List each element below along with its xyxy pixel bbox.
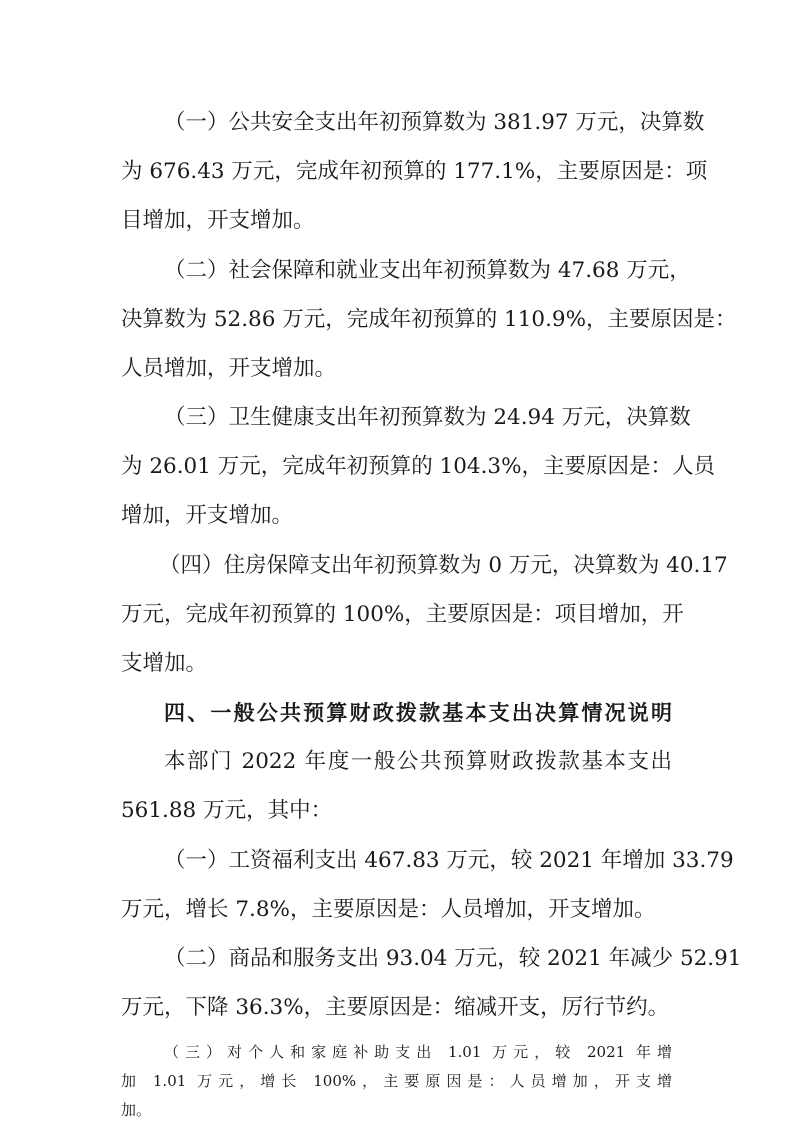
text-line: （一）公共安全支出年初预算数为 381.97 万元，决算数: [164, 110, 705, 135]
text-line: （三）对个人和家庭补助支出 1.01 万元，较 2021 年增: [164, 1043, 672, 1061]
text-line: 支增加。: [121, 651, 208, 676]
text-line: 万元，增长 7.8%，主要原因是：人员增加，开支增加。: [121, 897, 656, 922]
text-line: 为 676.43 万元，完成年初预算的 177.1%，主要原因是：项: [121, 159, 708, 184]
text-line: 决算数为 52.86 万元，完成年初预算的 110.9%，主要原因是：: [121, 307, 737, 332]
section-heading: 四、一般公共预算财政拨款基本支出决算情况说明: [164, 701, 672, 725]
text-line: 人员增加，开支增加。: [121, 356, 337, 381]
text-line: （三）卫生健康支出年初预算数为 24.94 万元，决算数: [164, 405, 691, 430]
text-line: 加 1.01 万元，增长 100%，主要原因是：人员增加，开支增: [121, 1072, 672, 1090]
text-line: 为 26.01 万元，完成年初预算的 104.3%，主要原因是：人员: [121, 454, 716, 479]
text-line: 561.88 万元，其中：: [121, 798, 333, 823]
text-line: （二）社会保障和就业支出年初预算数为 47.68 万元，: [164, 258, 691, 283]
text-line: （一）工资福利支出 467.83 万元，较 2021 年增加 33.79: [164, 848, 734, 873]
text-line: 增加，开支增加。: [121, 503, 294, 528]
text-line: （二）商品和服务支出 93.04 万元，较 2021 年减少 52.91: [164, 946, 742, 971]
text-line: 万元，完成年初预算的 100%，主要原因是：项目增加，开: [121, 602, 684, 627]
text-line: 本部门 2022 年度一般公共预算财政拨款基本支出: [164, 749, 672, 774]
text-line: 目增加，开支增加。: [121, 208, 315, 233]
text-line: 加。: [121, 1101, 152, 1119]
text-line: 万元，下降 36.3%，主要原因是：缩减开支，厉行节约。: [121, 995, 670, 1020]
text-line: （四）住房保障支出年初预算数为 0 万元，决算数为 40.17: [159, 553, 728, 578]
